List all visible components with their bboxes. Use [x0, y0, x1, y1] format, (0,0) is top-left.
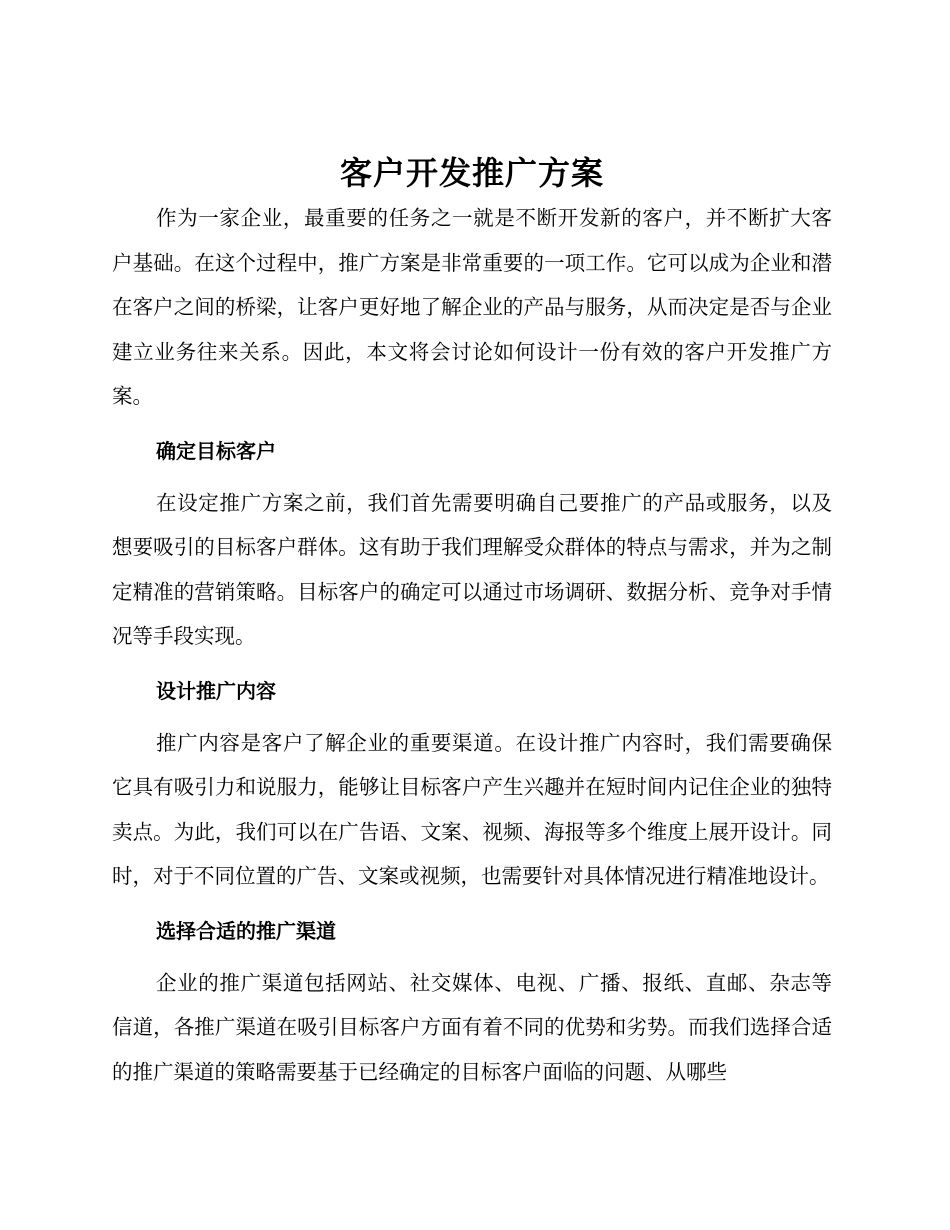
intro-paragraph: 作为一家企业，最重要的任务之一就是不断开发新的客户，并不断扩大客户基础。在这个过程中，推广方案是非常重要的一项工作。它可以成为企业和潜在客户之间的桥梁，让客户更好地了解企业的产品与服务，从而决定是否与企业建立业务往来关系。因此，本文将会讨论如何设计一份有效的客户开发推广方案。 [112, 206, 832, 408]
section-body-promotion-channels: 企业的推广渠道包括网站、社交媒体、电视、广播、报纸、直邮、杂志等信道，各推广渠道在吸引目标客户方面有着不同的优势和劣势。而我们选择合适的推广渠道的策略需要基于已经确定的目标客户面临的问题、从哪些 [112, 970, 832, 1084]
section-body-promotion-content: 推广内容是客户了解企业的重要渠道。在设计推广内容时，我们需要确保它具有吸引力和说服力，能够让目标客户产生兴趣并在短时间内记住企业的独特卖点。为此，我们可以在广告语、文案、视频、海报等多个维度上展开设计。同时，对于不同位置的广告、文案或视频，也需要针对具体情况进行精准地设计。 [112, 730, 832, 888]
document-content [112, 150, 832, 1094]
section-body-target-customers: 在设定推广方案之前，我们首先需要明确自己要推广的产品或服务，以及想要吸引的目标客户群体。这有助于我们理解受众群体的特点与需求，并为之制定精准的营销策略。目标客户的确定可以通过市场调研、数据分析、竞争对手情况等手段实现。 [112, 490, 832, 648]
section-heading-promotion-channels: 选择合适的推广渠道 [156, 918, 336, 943]
document-title: 客户开发推广方案 [339, 154, 604, 192]
section-heading-target-customers: 确定目标客户 [156, 438, 276, 463]
section-heading-promotion-content: 设计推广内容 [156, 678, 276, 703]
